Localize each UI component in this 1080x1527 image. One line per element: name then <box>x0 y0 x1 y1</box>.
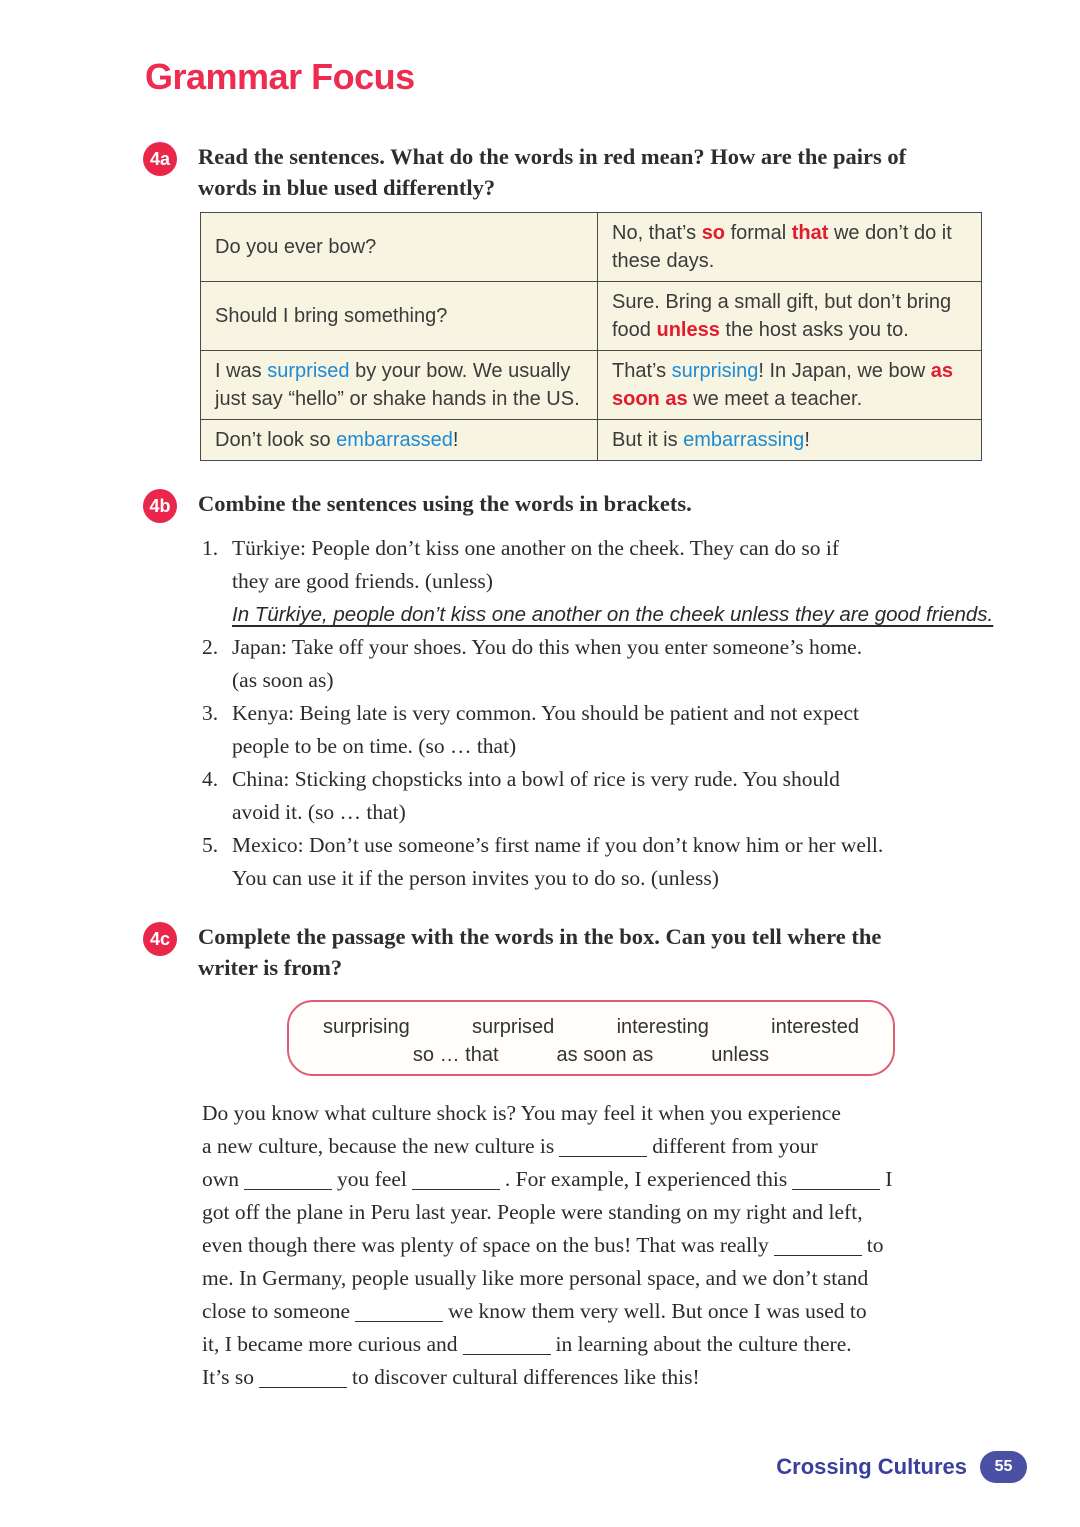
table-row <box>201 351 982 420</box>
text-segment: ! <box>804 429 810 451</box>
heading-line: words in blue used differently? <box>198 175 496 200</box>
text-segment: Do you ever bow? <box>215 236 377 258</box>
text-segment: . For example, I experienced this <box>504 1167 788 1191</box>
text-segment: Sure. Bring a small gift, but don’t bring food <box>612 291 952 341</box>
word-box-word: interested <box>771 1016 859 1038</box>
table-cell-answer <box>598 420 982 461</box>
table-cell-answer <box>598 282 982 351</box>
text-segment: got off the plane in Peru last year. People were standing on my right and left, <box>202 1200 863 1224</box>
list-item <box>202 631 1012 697</box>
word-box-word: surprising <box>323 1016 410 1038</box>
text-segment: close to someone <box>202 1299 351 1323</box>
text-segment: it, I became more curious and <box>202 1332 458 1356</box>
word-box-word: interesting <box>616 1016 709 1038</box>
text-segment: formal <box>725 222 792 244</box>
list-item-line: China: Sticking chopsticks into a bowl of rice is very rude. You should <box>232 767 840 791</box>
passage-line <box>202 1229 1012 1262</box>
text-segment: I was <box>215 360 268 382</box>
highlight-word-red: so <box>701 222 726 244</box>
section-4a-header <box>143 141 906 203</box>
section-4c-heading <box>198 921 881 983</box>
word-box-word: surprised <box>472 1016 555 1038</box>
list-item-line: they are good friends. (unless) <box>232 569 493 593</box>
text-segment: But it is <box>612 429 684 451</box>
passage-line <box>202 1097 1012 1130</box>
text-segment: Do you know what culture shock is? You may feel it when you experience <box>202 1101 841 1125</box>
text-segment: That’s <box>612 360 672 382</box>
fill-in-blank <box>244 1172 332 1190</box>
list-item <box>202 532 1012 631</box>
section-4c-badge: 4c <box>143 922 177 956</box>
sentence-table <box>200 212 982 461</box>
highlight-word-red: as soon as <box>612 360 953 410</box>
list-item-text <box>232 631 1012 697</box>
fill-in-blank <box>463 1337 551 1355</box>
word-box-word: unless <box>711 1044 770 1066</box>
highlight-word-blue: surprising <box>671 360 759 382</box>
text-segment: we don’t do it these days. <box>612 222 952 272</box>
passage-line <box>202 1163 1012 1196</box>
table-row <box>201 282 982 351</box>
word-box-word: as soon as <box>556 1044 654 1066</box>
text-segment: to discover cultural differences like this! <box>351 1365 700 1389</box>
passage-line <box>202 1295 1012 1328</box>
fill-in-blank <box>792 1172 880 1190</box>
text-segment: It’s so <box>202 1365 254 1389</box>
word-box-row-1 <box>323 1013 859 1041</box>
text-segment: you feel <box>337 1167 407 1191</box>
cloze-passage <box>202 1097 1012 1394</box>
table-cell-question <box>201 213 598 282</box>
list-item-number: 2. <box>202 635 219 659</box>
list-item-line: Japan: Take off your shoes. You do this when you enter someone’s home. <box>232 635 863 659</box>
text-segment: to <box>866 1233 884 1257</box>
heading-line: Complete the passage with the words in the box. Can you tell where the <box>198 924 882 949</box>
list-item-line: (as soon as) <box>232 668 334 692</box>
list-item-line: Kenya: Being late is very common. You should be patient and not expect <box>232 701 859 725</box>
table-row <box>201 420 982 461</box>
list-item-line: You can use it if the person invites you to do so. (unless) <box>232 866 719 890</box>
text-segment: I <box>885 1167 893 1191</box>
list-item-line: Türkiye: People don’t kiss one another on the cheek. They can do so if <box>232 536 840 560</box>
list-item <box>202 829 1012 895</box>
text-segment: we know them very well. But once I was used to <box>448 1299 867 1323</box>
table-cell-answer <box>598 213 982 282</box>
list-item-text <box>232 697 1012 763</box>
page-title: Grammar Focus <box>145 56 415 97</box>
page-footer <box>0 1451 1027 1483</box>
text-segment: the host asks you to. <box>719 319 909 341</box>
section-4b-heading <box>198 488 692 519</box>
section-4a-badge: 4a <box>143 142 177 176</box>
list-item-number: 5. <box>202 833 219 857</box>
handwritten-answer: In Türkiye, people don’t kiss one another on the cheek unless they are good friends. <box>232 603 994 626</box>
table-cell-question <box>201 282 598 351</box>
passage-line <box>202 1361 1012 1394</box>
text-segment: we meet a teacher. <box>687 388 863 410</box>
heading-line: writer is from? <box>198 955 343 980</box>
list-item-number: 4. <box>202 767 219 791</box>
text-segment: me. In Germany, people usually like more personal space, and we don’t stand <box>202 1266 869 1290</box>
table-cell-answer <box>598 351 982 420</box>
text-segment: Should I bring something? <box>215 305 448 327</box>
word-box-word: so … that <box>412 1044 499 1066</box>
passage-line <box>202 1262 1012 1295</box>
highlight-word-blue: embarrassing <box>683 429 805 451</box>
table-cell-question <box>201 351 598 420</box>
page-number-badge: 55 <box>980 1451 1027 1483</box>
passage-line <box>202 1130 1012 1163</box>
list-item-line: people to be on time. (so … that) <box>232 734 517 758</box>
exercise-item-list <box>202 532 1012 895</box>
fill-in-blank <box>774 1238 862 1256</box>
text-segment: even though there was plenty of space on the bus! That was really <box>202 1233 769 1257</box>
highlight-word-red: unless <box>656 319 720 341</box>
text-segment: Don’t look so <box>215 429 337 451</box>
section-4b-header <box>143 488 692 523</box>
list-item <box>202 697 1012 763</box>
highlight-word-blue: surprised <box>267 360 350 382</box>
text-segment: different from your <box>652 1134 818 1158</box>
passage-line <box>202 1328 1012 1361</box>
highlight-word-red: that <box>791 222 829 244</box>
word-box-row-2 <box>323 1041 859 1069</box>
heading-line: Read the sentences. What do the words in red mean? How are the pairs of <box>198 144 907 169</box>
passage-line <box>202 1196 1012 1229</box>
text-segment: No, that’s <box>612 222 702 244</box>
list-item <box>202 763 1012 829</box>
list-item-number: 1. <box>202 536 219 560</box>
list-item-line: Mexico: Don’t use someone’s first name if you don’t know him or her well. <box>232 833 884 857</box>
fill-in-blank <box>259 1370 347 1388</box>
fill-in-blank <box>412 1172 500 1190</box>
section-4b-badge: 4b <box>143 489 177 523</box>
table-row <box>201 213 982 282</box>
fill-in-blank <box>559 1139 647 1157</box>
text-segment: ! In Japan, we bow <box>758 360 931 382</box>
section-4a-heading <box>198 141 906 203</box>
word-box <box>287 1000 895 1076</box>
text-segment: by your bow. We usually just say “hello” or shake hands in the US. <box>215 360 580 410</box>
text-segment: own <box>202 1167 240 1191</box>
section-4c-header <box>143 921 881 983</box>
table-cell-question <box>201 420 598 461</box>
list-item-text <box>232 763 1012 829</box>
fill-in-blank <box>355 1304 443 1322</box>
list-item-line: avoid it. (so … that) <box>232 800 406 824</box>
highlight-word-blue: embarrassed <box>336 429 453 451</box>
text-segment: in learning about the culture there. <box>555 1332 852 1356</box>
list-item-text <box>232 829 1012 895</box>
list-item-text <box>232 532 1012 631</box>
heading-line: Combine the sentences using the words in brackets. <box>198 491 692 516</box>
footer-unit-title: Crossing Cultures <box>776 1454 967 1479</box>
text-segment: ! <box>452 429 459 451</box>
list-item-number: 3. <box>202 701 219 725</box>
text-segment: a new culture, because the new culture is <box>202 1134 555 1158</box>
